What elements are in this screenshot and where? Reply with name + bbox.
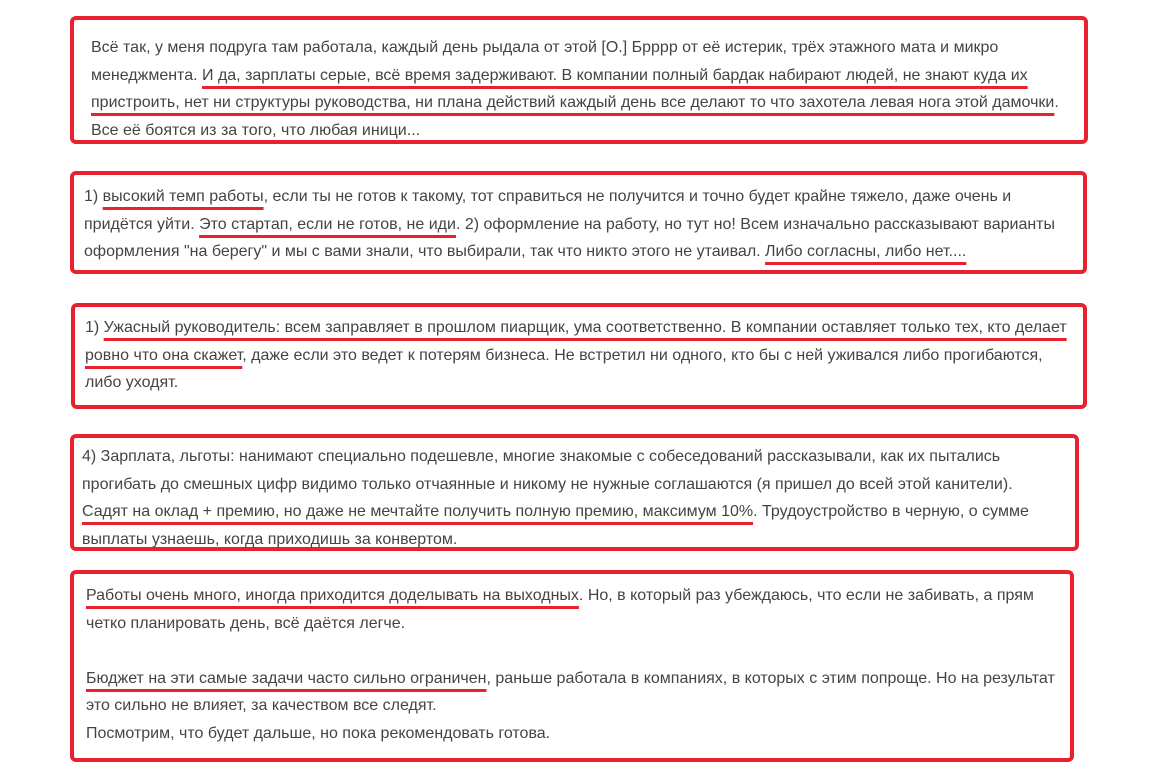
- review-text: , раньше работала в компаниях, в которых с этим попроще. Но на результат это сильно не влияет, за качеством все следят.: [86, 669, 1055, 714]
- review-card: [70, 16, 1088, 144]
- highlighted-text: Это стартап, если не готов, не иди: [199, 215, 456, 233]
- review-text: Посмотрим, что будет дальше, но пока рекомендовать готова.: [86, 724, 551, 742]
- review-paragraph: [82, 443, 1061, 553]
- review-text: , если ты не готов к такому, тот справиться не получится и точно будет крайне тяжело, даже очень и придётся уйти.: [84, 188, 1012, 233]
- highlighted-text: Ужасный руководитель: всем заправляет в прошлом пиарщик, ума соответственно. В компании оставляет только тех, кто делает ровно что она скажет: [85, 319, 1067, 364]
- review-text: . Но, в который раз убеждаюсь, что если не забивать, а прям четко планировать день, всё даётся легче.: [86, 587, 1034, 632]
- review-text: 1): [85, 319, 104, 336]
- review-paragraph: [86, 582, 1056, 637]
- review-paragraph: [84, 183, 1069, 266]
- review-text: . 2) оформление на работу, но тут но! Всем изначально рассказывают варианты оформления "на берегу" и мы с вами знали, что выбирали, так что никто этого не утаивал.: [84, 215, 1055, 260]
- review-text: 1): [84, 188, 103, 205]
- review-paragraph: [86, 665, 1056, 720]
- review-card: [70, 171, 1087, 274]
- review-card: [70, 570, 1074, 762]
- highlighted-text: Бюджет на эти самые задачи часто сильно ограничен: [86, 669, 487, 687]
- review-text: , даже если это ведет к потерям бизнеса. Не встретил ни одного, кто бы с ней уживался либо прогибаются, либо уходят.: [85, 346, 1043, 391]
- highlighted-text: Либо согласны, либо нет....: [765, 243, 967, 260]
- review-text: 4) Зарплата, льготы: нанимают специально подешевле, многие знакомые с собеседований рассказывали, как их пытались прогибать до смешных цифр видимо только отчаянные и никому не нужные соглашаются (я пришел до всей этой канители).: [82, 448, 1013, 493]
- review-paragraph: [86, 720, 1056, 748]
- review-card: [70, 434, 1079, 551]
- highlighted-text: И да, зарплаты серые, всё время задерживают. В компании полный бардак набирают людей, не знают куда их пристроить, нет ни структуры руководства, ни плана действий каждый день все делают то что захотела левая нога этой дамочки: [91, 66, 1055, 111]
- review-paragraph: [85, 314, 1069, 397]
- review-text: . Трудоустройство в черную, о сумме выплаты узнаешь, когда приходишь за конвертом.: [82, 503, 1029, 548]
- review-card: [71, 303, 1087, 409]
- review-text: . Все её боятся из за того, что любая иници...: [91, 94, 1059, 139]
- review-paragraph: [91, 34, 1068, 144]
- highlighted-text: высокий темп работы: [102, 188, 264, 205]
- highlighted-text: Садят на оклад + премию, но даже не мечтайте получить полную премию, максимум 10%: [82, 503, 754, 520]
- highlighted-text: Работы очень много, иногда приходится доделывать на выходных: [86, 587, 579, 604]
- review-text: Всё так, у меня подруга там работала, каждый день рыдала от этой [О.] Брррр от её истерик, трёх этажного мата и микро менеджмента.: [91, 39, 999, 84]
